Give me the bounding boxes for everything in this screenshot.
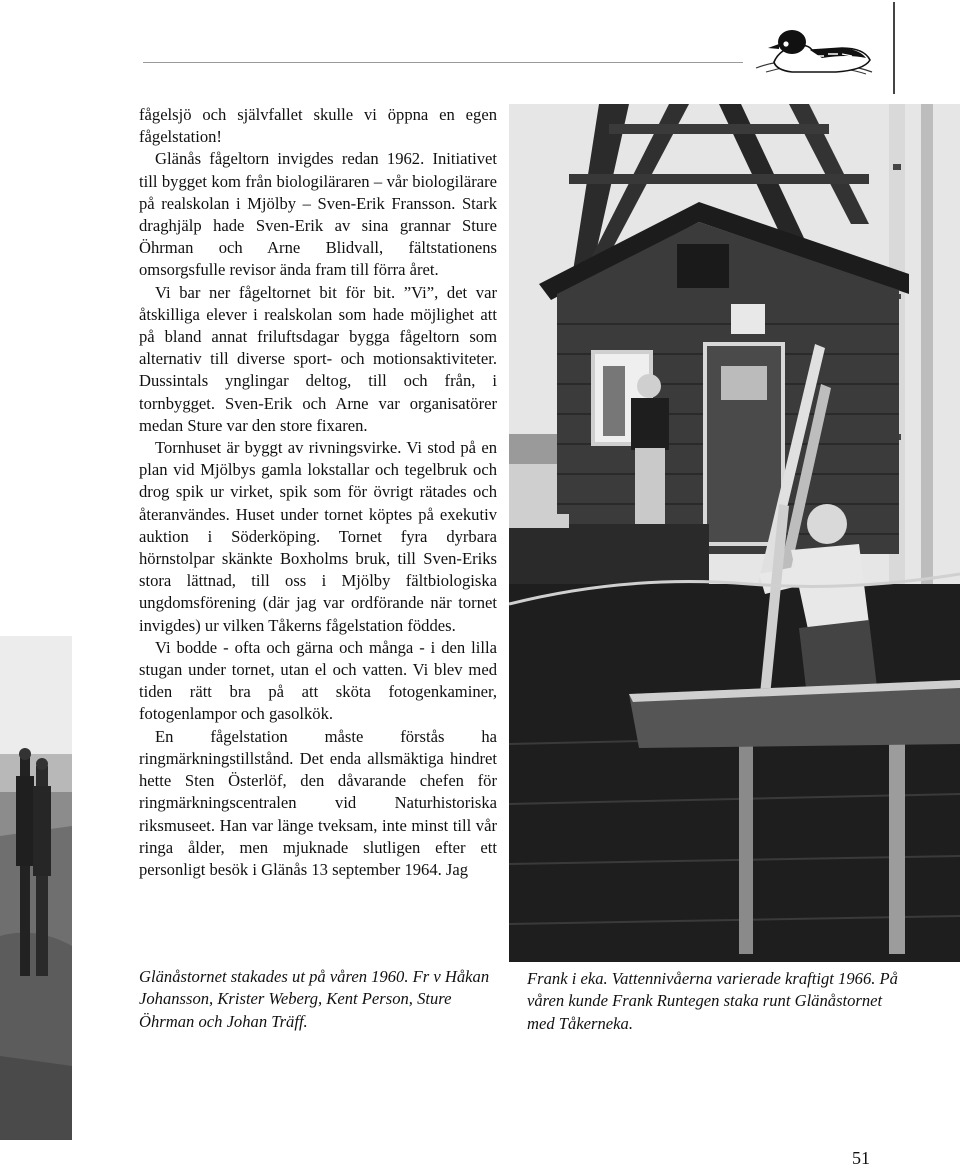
caption-right: Frank i eka. Vattennivåerna varierade kraftigt 1966. På våren kunde Frank Runtegen staka runt Glänåstornet med Tåkerneka. (527, 969, 898, 1033)
paragraph: fågelsjö och självfallet skulle vi öppna en egen fågelstation! (139, 105, 497, 147)
paragraph: Glänås fågeltorn invigdes redan 1962. Initiativet till bygget kom från biologiläraren – vår biologilärare på realskolan i Mjölby – Sven-Erik Fransson. Stark draghjälp hade Sven-Erik av sina grannar Sture Öhrman och Arne Blidvall, fältstationens omsorgsfulle revisor ända fram till förra året. (139, 149, 497, 280)
goldeneye-duck-icon (752, 14, 876, 94)
header-rule (143, 62, 743, 63)
left-photo (0, 636, 72, 1140)
paragraph: Tornhuset är byggt av rivningsvirke. Vi stod på en plan vid Mjölbys gamla lokstallar och tegelbruk och drog spik ur virket, spik som för övrigt rätades och återanvändes. Huset under tornet köptes på exekutiv auktion i Söderköping. Tornet fyra dyrbara hörnstolpar skänkte Boxholms bruk, till Sven-Eriks stora lättnad, till oss i Mjölby fältbiologiska ungdomsförening (där jag var ordförande när tornet invigdes) ur vilken Tåkerns fågelstation föddes. (139, 438, 497, 635)
article-body (139, 104, 497, 881)
paragraph: Vi bodde - ofta och gärna och många - i den lilla stugan under tornet, utan el och vatten. Vi blev med tiden rätt bra på att sköta fotogenkaminer, fotogenlampor och gasolkök. (139, 637, 497, 724)
page-number: 51 (852, 1148, 870, 1168)
paragraph: Vi bar ner fågeltornet bit för bit. ”Vi”, det var åtskilliga elever i realskolan som hade möjlighet att på bland annat friluftsdagar bygga fågeltorn som alternativ till diverse sport- och motionsaktiviteter. Dussintals ynglingar deltog, till och från, i tornbygget. Sven-Erik och Arne var organisatörer medan Sture var den store fixaren. (139, 282, 497, 435)
paragraph: En fågelstation måste förstås ha ringmärkningstillstånd. Det enda allsmäktiga hindret hette Sten Österlöf, den dåvarande chefen för ringmärkningscentralen vid Naturhistoriska riksmuseet. Han var länge tveksam, inte minst till vår ringa ålder, men mjuknade slutligen efter ett personligt besök i Glänås 13 september 1964. Jag (139, 726, 497, 879)
caption-left: Glänåstornet stakades ut på våren 1960. Fr v Håkan Johansson, Krister Weberg, Kent Person, Sture Öhrman och Johan Träff. (139, 967, 490, 1031)
main-photo (509, 104, 960, 962)
header-vertical-line (893, 2, 895, 94)
